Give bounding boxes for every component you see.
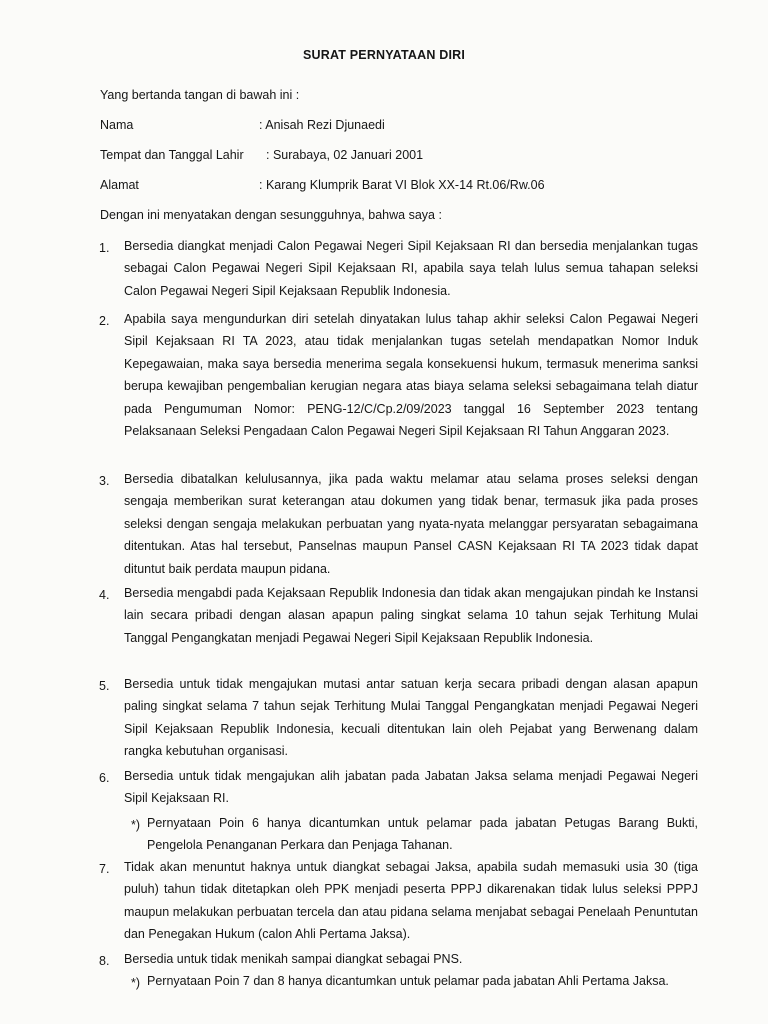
list-item: Bersedia diangkat menjadi Calon Pegawai Negeri Sipil Kejaksaan RI dan bersedia menjalankan tugas sebagai Calon Pegawai Negeri Sipil Kejaksaan RI, apabila saya telah lulus semua tahapan seleksi Calon Pegawai Negeri Sipil Kejaksaan Republik Indonesia. — [124, 239, 698, 298]
list-item: Bersedia untuk tidak mengajukan alih jabatan pada Jabatan Jaksa selama menjadi Pegawai Negeri Sipil Kejaksaan RI. — [124, 769, 698, 806]
list-item: Bersedia untuk tidak mengajukan mutasi antar satuan kerja secara pribadi dengan alasan apapun paling singkat selama 7 tahun sejak Terhitung Mulai Tanggal Pengangkatan menjadi Pegawai Negeri Sipil Kejaksaan Republik Indonesia, kecuali ditentukan lain oleh Pejabat yang Berwenang dalam rangka kebutuhan organisasi. — [124, 677, 698, 759]
item-number: 5. — [99, 679, 110, 693]
list-item: Bersedia untuk tidak menikah sampai diangkat sebagai PNS. — [124, 952, 463, 966]
list-item: Apabila saya mengundurkan diri setelah dinyatakan lulus tahap akhir seleksi Calon Pegawai Negeri Sipil Kejaksaan RI TA 2023, atau tidak menjalankan tugas setelah mendapatkan Nomor Induk Kepegawaian, maka saya bersedia menerima segala konsekuensi hukum, termasuk menerima sanksi berupa kewajiban pengembalian kerugian negara atas biaya selama seleksi sebagaimana telah diatur pada Pengumuman Nomor: PENG-12/C/Cp.2/09/2023 tanggal 16 September 2023 tentang Pelaksanaan Seleksi Pengadaan Calon Pegawai Negeri Sipil Kejaksaan RI Tahun Anggaran 2023. — [124, 312, 698, 439]
note-marker: *) — [131, 976, 141, 990]
list-item: Bersedia dibatalkan kelulusannya, jika pada waktu melamar atau selama proses seleksi dengan sengaja memberikan surat keterangan atau dokumen yang tidak benar, termasuk jika pada proses seleksi dengan sengaja melakukan perbuatan yang nyata-nyata melanggar persyaratan sebagaimana ditentukan. Atas hal tersebut, Panselnas maupun Pansel CASN Kejaksaan RI TA 2023 tidak dapat dituntut baik perdata maupun pidana. — [124, 472, 698, 576]
list-item: Bersedia mengabdi pada Kejaksaan Republik Indonesia dan tidak akan mengajukan pindah ke Instansi lain secara pribadi dengan alasan apapun paling singkat selama 10 tahun sejak Terhitung Mulai Tanggal Pengangkatan menjadi Pegawai Negeri Sipil Kejaksaan Republik Indonesia. — [124, 586, 698, 645]
declaration-intro: Dengan ini menyatakan dengan sesungguhnya, bahwa saya : — [100, 208, 442, 222]
item-number: 7. — [99, 862, 110, 876]
item-number: 8. — [99, 954, 110, 968]
address-value: : Karang Klumprik Barat VI Blok XX-14 Rt.06/Rw.06 — [259, 178, 545, 192]
note-text: Pernyataan Poin 6 hanya dicantumkan untuk pelamar pada jabatan Petugas Barang Bukti, Pengelola Penanganan Perkara dan Penjaga Tahanan. — [147, 816, 698, 853]
document-title: SURAT PERNYATAAN DIRI — [302, 48, 466, 62]
note-marker: *) — [131, 818, 141, 832]
item-number: 1. — [99, 241, 110, 255]
item-number: 4. — [99, 588, 110, 602]
item-number: 2. — [99, 314, 110, 328]
name-label: Nama — [100, 118, 134, 132]
note-text: Pernyataan Poin 7 dan 8 hanya dicantumkan untuk pelamar pada jabatan Ahli Pertama Jaksa. — [147, 974, 669, 988]
item-number: 6. — [99, 771, 110, 785]
birth-value: : Surabaya, 02 Januari 2001 — [266, 148, 424, 162]
intro-line: Yang bertanda tangan di bawah ini : — [100, 88, 300, 102]
birth-label: Tempat dan Tanggal Lahir — [100, 148, 244, 162]
list-item: Tidak akan menuntut haknya untuk diangkat sebagai Jaksa, apabila sudah memasuki usia 30 (tiga puluh) tahun tidak ditetapkan oleh PPK menjadi peserta PPPJ dikarenakan tidak lulus seleksi PPPJ maupun melakukan perbuatan tercela dan atau pidana selama menjabat sebagai Penelaah Penuntutan dan Penegakan Hukum (calon Ahli Pertama Jaksa). — [124, 860, 698, 942]
item-number: 3. — [99, 474, 110, 488]
address-label: Alamat — [100, 178, 139, 192]
name-value: : Anisah Rezi Djunaedi — [259, 118, 385, 132]
